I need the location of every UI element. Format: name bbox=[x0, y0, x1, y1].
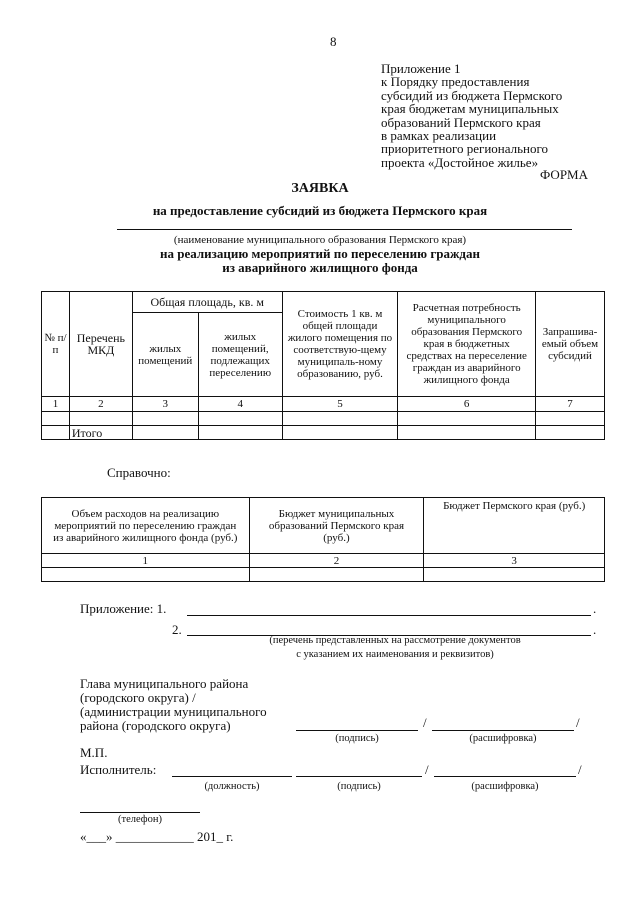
col-number: 5 bbox=[282, 397, 398, 412]
table-cell[interactable] bbox=[282, 412, 398, 426]
col-number: 3 bbox=[424, 554, 605, 568]
purpose-line: на реализацию мероприятий по переселению граждан bbox=[160, 246, 480, 261]
header-area: Общая площадь, кв. м bbox=[132, 292, 282, 313]
head-decoding-line[interactable] bbox=[432, 730, 574, 731]
date-line[interactable]: «___» ____________ 201_ г. bbox=[80, 829, 234, 844]
attachment-caption-1: (перечень представленных на рассмотрение документов bbox=[269, 635, 521, 646]
table-cell[interactable] bbox=[398, 412, 536, 426]
col-number: 3 bbox=[132, 397, 198, 412]
header-area-living: жилых помещений bbox=[132, 313, 198, 397]
col-number: 1 bbox=[42, 554, 250, 568]
table-cell[interactable] bbox=[536, 412, 605, 426]
appendix-line: края бюджетам муниципальных bbox=[381, 101, 559, 117]
document-subtitle: на предоставление субсидий из бюджета Пермского края bbox=[152, 203, 488, 218]
period: . bbox=[593, 622, 597, 637]
purpose-line: из аварийного жилищного фонда bbox=[222, 260, 418, 275]
form-label: ФОРМА bbox=[540, 167, 588, 182]
slash: / bbox=[425, 762, 429, 777]
appendix-line: субсидий из бюджета Пермского bbox=[381, 87, 563, 103]
executor-decoding-caption: (расшифровка) bbox=[471, 781, 539, 792]
table-cell[interactable] bbox=[198, 426, 282, 440]
col-number: 6 bbox=[398, 397, 536, 412]
table-cell[interactable] bbox=[42, 412, 70, 426]
table-cell[interactable] bbox=[536, 426, 605, 440]
phone-caption: (телефон) bbox=[118, 814, 162, 825]
attachment-num-2: 2. bbox=[172, 622, 182, 637]
appendix-line: приоритетного регионального bbox=[381, 141, 549, 157]
col-number: 7 bbox=[536, 397, 605, 412]
appendix-line: в рамках реализации bbox=[381, 128, 497, 144]
slash: / bbox=[423, 715, 427, 730]
table-cell[interactable] bbox=[132, 426, 198, 440]
table-cell[interactable] bbox=[69, 412, 132, 426]
executor-decoding-line[interactable] bbox=[434, 776, 576, 777]
head-line: Глава муниципального района bbox=[80, 676, 249, 691]
table-cell[interactable] bbox=[42, 426, 70, 440]
table-cell[interactable] bbox=[198, 412, 282, 426]
header-num: № п/п bbox=[42, 292, 70, 397]
table-row bbox=[42, 412, 605, 426]
table-cell[interactable] bbox=[249, 568, 424, 582]
col-number: 2 bbox=[249, 554, 424, 568]
appendix-line: проекта «Достойное жилье» bbox=[381, 154, 539, 170]
table-cell[interactable] bbox=[424, 568, 605, 582]
municipality-caption: (наименование муниципального образования Пермского края) bbox=[173, 234, 467, 246]
document-purpose bbox=[0, 247, 640, 275]
head-title bbox=[80, 677, 267, 733]
page-number: 8 bbox=[330, 34, 337, 49]
executor-signature-caption: (подпись) bbox=[337, 781, 381, 792]
reference-label: Справочно: bbox=[107, 465, 171, 480]
header-regional-budget: Бюджет Пермского края (руб.) bbox=[424, 498, 605, 554]
appendix-line: к Порядку предоставления bbox=[381, 74, 530, 90]
head-signature-caption: (подпись) bbox=[335, 733, 379, 744]
table-cell[interactable] bbox=[282, 426, 398, 440]
table-cell[interactable] bbox=[398, 426, 536, 440]
executor-label: Исполнитель: bbox=[80, 762, 157, 777]
header-need: Расчетная потребность муниципального образования Пермского края в бюджетных средствах на переселение граждан из аварийного жилищного фонда bbox=[398, 292, 536, 397]
head-line: (администрации муниципального bbox=[80, 704, 267, 719]
header-requested: Запрашива-емый объем субсидий bbox=[536, 292, 605, 397]
table-cell[interactable] bbox=[42, 568, 250, 582]
head-line: (городского округа) / bbox=[80, 690, 196, 705]
col-number: 2 bbox=[69, 397, 132, 412]
executor-position-caption: (должность) bbox=[204, 781, 260, 792]
head-line: района (городского округа) bbox=[80, 718, 231, 733]
attachment-label: Приложение: 1. bbox=[80, 601, 167, 616]
appendix-line: образований Пермского края bbox=[381, 114, 541, 130]
head-decoding-caption: (расшифровка) bbox=[469, 733, 537, 744]
header-area-resettle: жилых помещений, подлежащих переселению bbox=[198, 313, 282, 397]
executor-signature-line[interactable] bbox=[296, 776, 422, 777]
phone-line[interactable] bbox=[80, 812, 200, 813]
header-municipal-budget: Бюджет муниципальных образований Пермского края (руб.) bbox=[249, 498, 424, 554]
col-number: 1 bbox=[42, 397, 70, 412]
municipality-line[interactable] bbox=[117, 229, 572, 230]
application-table bbox=[41, 291, 605, 440]
attachment-caption-2: с указанием их наименования и реквизитов) bbox=[296, 649, 494, 660]
attachment-line-1[interactable] bbox=[187, 615, 591, 616]
header-mkd: Перечень МКД bbox=[69, 292, 132, 397]
stamp-place: М.П. bbox=[80, 745, 108, 760]
period: . bbox=[593, 601, 597, 616]
reference-table bbox=[41, 497, 605, 582]
total-label: Итого bbox=[69, 426, 132, 440]
table-row bbox=[42, 568, 605, 582]
document-title: ЗАЯВКА bbox=[291, 181, 349, 196]
appendix-note bbox=[381, 62, 621, 169]
header-cost: Стоимость 1 кв. м общей площади жилого помещения по соответствую-щему муниципаль-ному образованию, руб. bbox=[282, 292, 398, 397]
slash: / bbox=[578, 762, 582, 777]
table-cell[interactable] bbox=[132, 412, 198, 426]
slash: / bbox=[576, 715, 580, 730]
appendix-line: Приложение 1 bbox=[381, 61, 461, 76]
total-row bbox=[42, 426, 605, 440]
head-signature-line[interactable] bbox=[296, 730, 418, 731]
header-expenses: Объем расходов на реализацию мероприятий по переселению граждан из аварийного жилищного фонда (руб.) bbox=[42, 498, 250, 554]
executor-position-line[interactable] bbox=[172, 776, 292, 777]
col-number: 4 bbox=[198, 397, 282, 412]
